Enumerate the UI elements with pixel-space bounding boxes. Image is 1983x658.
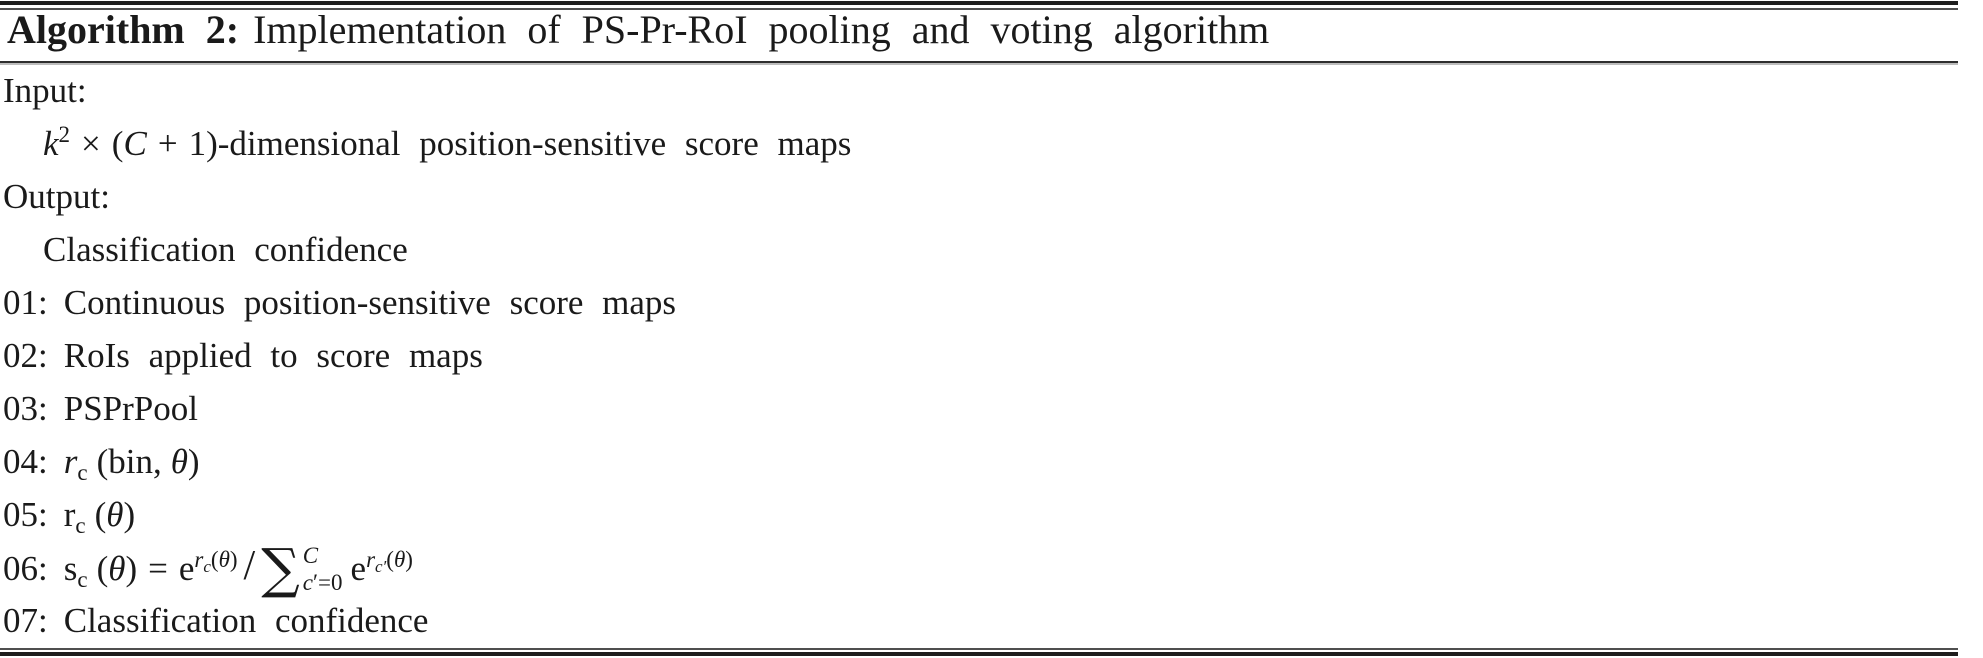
var-theta: θ <box>218 547 230 572</box>
subscript-c: c <box>75 513 86 538</box>
plus-operator: + <box>157 124 178 163</box>
step-02-text: RoIs applied to score maps <box>63 336 483 375</box>
var-r-italic: r <box>194 547 204 572</box>
top-rule-thick <box>0 1 1958 5</box>
sum-lower-limit <box>303 571 343 594</box>
subscript-c: c <box>77 567 88 592</box>
var-theta: θ <box>108 549 126 588</box>
summation-limits <box>303 544 343 594</box>
algorithm-label: Algorithm 2: <box>7 7 240 52</box>
output-label-line <box>3 170 1978 223</box>
subscript-c: c <box>77 460 88 485</box>
algorithm-step-03 <box>3 382 1978 435</box>
var-theta: θ <box>170 442 188 481</box>
arg-bin: bin, <box>108 442 162 481</box>
exponent-2: 2 <box>58 122 71 147</box>
output-desc-line <box>3 223 1978 276</box>
input-desc-text: )-dimensional position-sensitive score maps <box>206 124 852 163</box>
bottom-rule-thick <box>0 652 1958 656</box>
lower-limit-rest: ′=0 <box>313 569 343 595</box>
open-paren: ( <box>96 549 109 588</box>
input-desc-line <box>3 117 1978 170</box>
step-01-text: Continuous position-sensitive score maps <box>63 283 677 322</box>
output-label: Output: <box>3 177 110 216</box>
var-k: k <box>43 124 59 163</box>
var-s-roman: s <box>63 549 78 588</box>
var-theta: θ <box>393 547 406 572</box>
close-paren: ) <box>405 547 413 572</box>
title-separator-rule <box>0 61 1958 63</box>
algorithm-step-01 <box>3 276 1978 329</box>
algorithm-step-07 <box>3 594 1978 647</box>
open-paren: ( <box>210 547 219 572</box>
euler-e: e <box>350 549 367 588</box>
var-r-roman: r <box>63 495 76 534</box>
algorithm-step-02 <box>3 329 1978 382</box>
algorithm-step-06 <box>3 536 1978 600</box>
bottom-rule-thin <box>0 648 1958 650</box>
times-operator: × <box>81 124 101 163</box>
step-05-number: 05: <box>3 495 48 534</box>
algorithm-step-05 <box>3 488 1978 541</box>
step-03-number: 03: <box>3 389 48 428</box>
summation-group <box>261 536 343 600</box>
sigma-symbol: ∑ <box>261 536 300 600</box>
step-07-text: Classification confidence <box>63 601 429 640</box>
step-02-number: 02: <box>3 336 48 375</box>
open-paren: ( <box>96 442 109 481</box>
step-01-number: 01: <box>3 283 48 322</box>
close-paren: ) <box>125 549 138 588</box>
open-paren: ( <box>386 547 394 572</box>
input-label: Input: <box>3 71 87 110</box>
divide-slash: / <box>243 543 256 589</box>
var-r-italic: r <box>63 442 78 481</box>
exponent-group <box>366 547 413 576</box>
var-r-italic: r <box>366 547 376 572</box>
euler-e: e <box>178 549 195 588</box>
output-desc-text: Classification confidence <box>43 230 408 269</box>
var-C: C <box>123 124 147 163</box>
exponent-group <box>194 547 238 576</box>
algorithm-body <box>3 64 1978 647</box>
algorithm-title <box>7 6 1269 54</box>
algorithm-title-text: Implementation of PS-Pr-RoI pooling and voting algorithm <box>253 7 1270 52</box>
subscript-c: c <box>203 557 211 576</box>
input-label-line <box>3 64 1978 117</box>
algorithm-step-04 <box>3 435 1978 488</box>
literal-1: 1 <box>188 124 207 163</box>
subscript-c-prime: c′ <box>375 557 387 576</box>
step-03-text: PSPrPool <box>63 389 198 428</box>
open-paren: ( <box>111 124 124 163</box>
equals-operator: = <box>148 549 168 588</box>
step-07-number: 07: <box>3 601 48 640</box>
var-c-prime: c <box>302 569 313 595</box>
close-paren: ) <box>229 547 238 572</box>
step-04-number: 04: <box>3 442 48 481</box>
open-paren: ( <box>94 495 107 534</box>
step-06-number: 06: <box>3 549 48 588</box>
sum-upper-limit: C <box>302 542 319 568</box>
close-paren: ) <box>187 442 200 481</box>
close-paren: ) <box>123 495 136 534</box>
var-theta: θ <box>106 495 124 534</box>
